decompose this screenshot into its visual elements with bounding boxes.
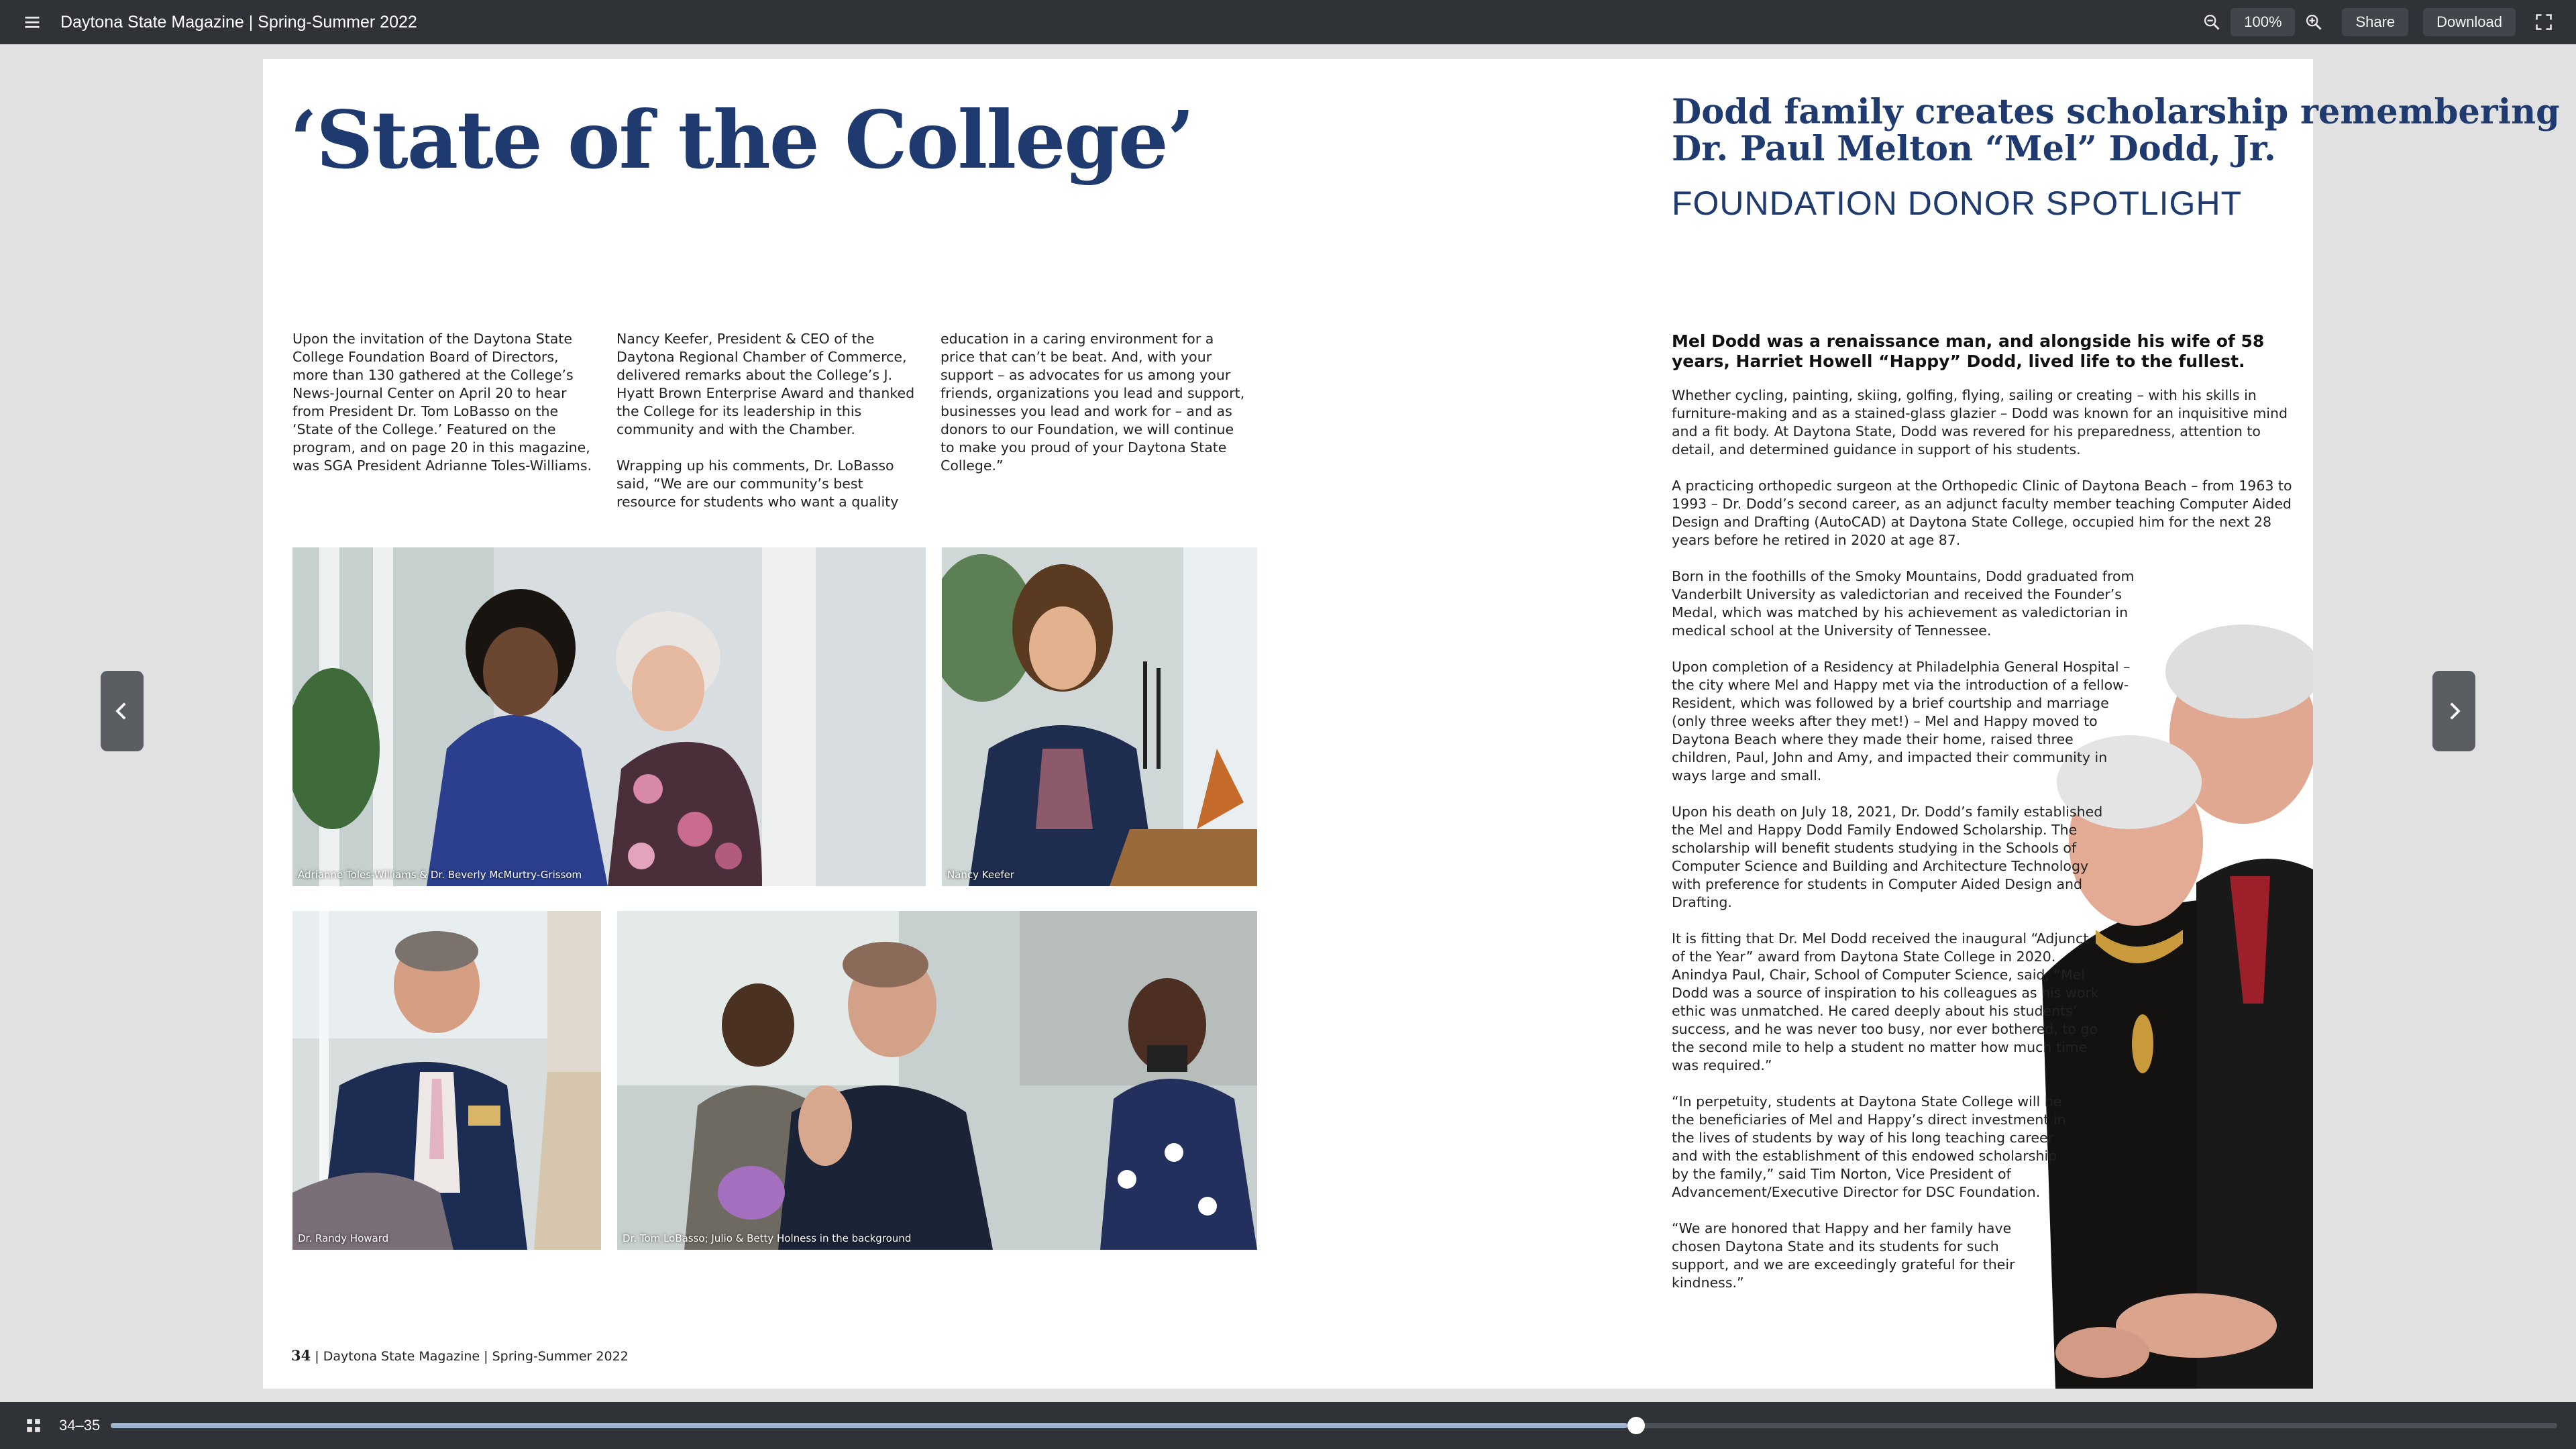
paragraph: “In perpetuity, students at Daytona State College will be the beneficiaries of Mel and Happy’s direct investment in the lives of students by way of his long teaching career and with the establishment of this endowed scholarship by the family,” said Tim Norton, Vice President of Advancement/Executive Director for DSC Foundation. <box>1672 1093 2066 1200</box>
zoom-out-icon[interactable] <box>2198 9 2225 36</box>
magazine-spread <box>263 59 2560 1389</box>
fullscreen-icon[interactable] <box>2530 9 2557 36</box>
photo-caption: Dr. Tom LoBasso; Julio & Betty Holness in the background <box>623 1232 912 1244</box>
reader-bottom-bar <box>0 1402 2576 1449</box>
grid-icon <box>25 1417 42 1434</box>
article-kicker: FOUNDATION DONOR SPOTLIGHT <box>1672 184 2243 222</box>
download-button[interactable]: Download <box>2423 8 2516 36</box>
text-column-2 <box>616 330 922 529</box>
photo-image <box>617 911 1257 1250</box>
page-slider-fill <box>111 1423 1627 1428</box>
page-slider-handle[interactable] <box>1627 1417 1645 1434</box>
photo-caption: Adrianne Toles-Williams & Dr. Beverly McMurtry-Grissom <box>298 869 582 881</box>
text-column-3 <box>941 330 1246 493</box>
paragraph: Nancy Keefer, President & CEO of the Daytona Regional Chamber of Commerce, delivered remarks about the College’s J. Hyatt Brown Enterprise Award and thanked the College for its leadership in this community and with the Chamber. <box>616 331 915 437</box>
paragraph: “We are honored that Happy and her family have chosen Daytona State and its students for such support, and we are exceedingly grateful for their kindness.” <box>1672 1220 2015 1291</box>
paragraph: A practicing orthopedic surgeon at the Orthopedic Clinic of Daytona Beach – from 1963 to 1993 – Dr. Dodd’s second career, as an adjunct faculty member teaching Computer Aided Design and Drafting (AutoCAD) at Daytona State College, occupied him for the next 28 years before he retired in 2020 at age 87. <box>1672 478 2292 548</box>
article-title-line-1: Dodd family creates scholarship remembering <box>1672 92 2560 132</box>
paragraph: Upon the invitation of the Daytona State College Foundation Board of Directors, more than 130 gathered at the College’s News-Journal Center on April 20 to hear from President Dr. Tom LoBasso on the ‘State of the College.’ Featured on the program, and on page 20 in this magazine, was SGA President Adrianne Toles-Williams. <box>292 331 592 474</box>
paragraph: Wrapping up his comments, Dr. LoBasso said, “We are our community’s best resource for students who want a quality <box>616 458 899 510</box>
paragraph: Whether cycling, painting, skiing, golfing, flying, sailing or creating – with his skills in furniture-making and as a stained-glass glazier – Dodd was known for an inquisitive mind and a fit body. At Daytona State, Dodd was revered for his preparedness, attention to detail, and determined guidance in support of his students. <box>1672 387 2288 458</box>
zoom-in-icon[interactable] <box>2300 9 2327 36</box>
left-page <box>263 59 1288 1389</box>
page-folio <box>291 1347 629 1364</box>
page-indicator: 34–35 <box>59 1417 101 1434</box>
paragraph: education in a caring environment for a price that can’t be beat. And, with your support – as advocates for us among your friends, organizations you lead and support, businesses you lead and work for – and as donors to our Foundation, we will continue to make you proud of your Daytona State College.” <box>941 331 1245 474</box>
folio-text: | Daytona State Magazine | Spring-Summer 2022 <box>315 1349 629 1364</box>
photo-caption: Dr. Randy Howard <box>298 1232 389 1244</box>
page-title: ‘State of the College’ <box>290 93 1193 186</box>
article-title <box>1672 94 2560 167</box>
next-page-button[interactable] <box>2432 671 2475 751</box>
paragraph: It is fitting that Dr. Mel Dodd received the inaugural “Adjunct of the Year” award from Daytona State College in 2020. Anindya Paul, Chair, School of Computer Science, said, “Mel Dodd was a source of inspiration to his colleagues as his work ethic was unmatched. He cared deeply about his students’ success, and he was never too busy, nor ever bothered, to go the second mile to help a student no matter how much time was required.” <box>1672 930 2099 1073</box>
right-page <box>1288 59 2560 1389</box>
page-slider[interactable] <box>111 1423 2557 1428</box>
page-number: 34 <box>291 1347 311 1364</box>
chevron-left-icon <box>111 700 133 722</box>
reader-top-bar <box>0 0 2576 44</box>
menu-icon[interactable] <box>19 9 46 36</box>
photo-nancy-keefer <box>942 547 1257 886</box>
share-button[interactable]: Share <box>2342 8 2408 36</box>
zoom-control <box>2198 8 2327 36</box>
paragraph: Upon completion of a Residency at Philadelphia General Hospital – the city where Mel and Happy met via the introduction of a fellow-Resident, which was followed by a brief courtship and marriage (only three weeks after they met!) – Mel and Happy moved to Daytona Beach where they made their home, raised three children, Paul, John and Amy, and impacted their community in ways large and small. <box>1672 659 2131 784</box>
photo-image <box>292 911 601 1250</box>
paragraph: Born in the foothills of the Smoky Mountains, Dodd graduated from Vanderbilt University as valedictorian and received the Founder’s Medal, which was matched by his achievement as valedictorian in medical school at the University of Tennessee. <box>1672 568 2135 639</box>
article-lead: Mel Dodd was a renaissance man, and alongside his wife of 58 years, Harriet Howell “Happy” Dodd, lived life to the fullest. <box>1672 331 2265 371</box>
photo-image <box>942 547 1257 886</box>
previous-page-button[interactable] <box>101 671 144 751</box>
photo-randy-howard <box>292 911 601 1250</box>
article-body <box>1672 386 2296 1310</box>
photo-lobasso-applause <box>617 911 1257 1250</box>
zoom-level[interactable]: 100% <box>2231 8 2295 36</box>
paragraph: Upon his death on July 18, 2021, Dr. Dodd’s family established the Mel and Happy Dodd Family Endowed Scholarship. The scholarship will benefit students studying in the Schools of Computer Science and Building and Architecture Technology with preference for students in Computer Aided Design and Drafting. <box>1672 804 2103 910</box>
chevron-right-icon <box>2443 700 2465 722</box>
photo-students-president <box>292 547 926 886</box>
photo-image <box>292 547 926 886</box>
thumbnails-button[interactable] <box>19 1411 48 1440</box>
document-title: Daytona State Magazine | Spring-Summer 2022 <box>60 12 417 32</box>
text-column-1 <box>292 330 598 493</box>
photo-caption: Nancy Keefer <box>947 869 1015 881</box>
article-title-line-2: Dr. Paul Melton “Mel” Dodd, Jr. <box>1672 128 2276 169</box>
